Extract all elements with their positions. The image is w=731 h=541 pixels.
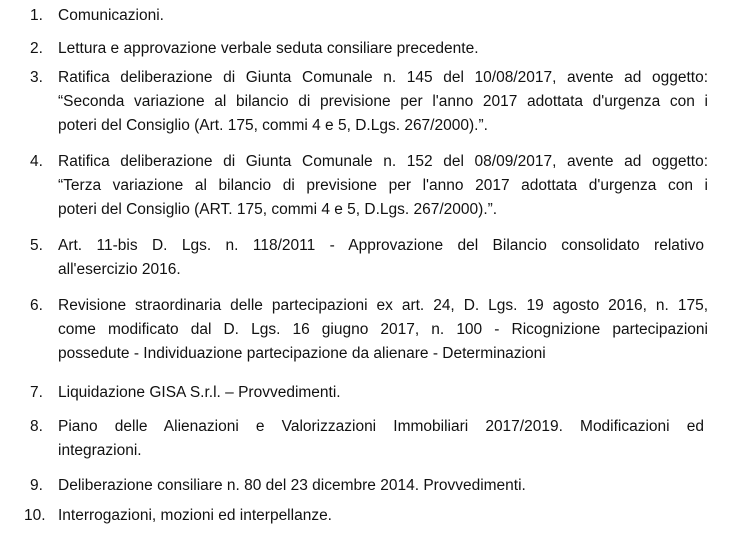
item-line: Revisione straordinaria delle partecipazioni ex art. 24, D. Lgs. 19 agosto 2016, n. 175, [58, 297, 708, 314]
item-number: 4. [30, 153, 43, 170]
item-text [58, 234, 708, 282]
item-line: “Terza variazione al bilancio di previsione per l'anno 2017 adottata d'urgenza con i [58, 177, 708, 194]
item-text [58, 474, 708, 498]
item-number: 7. [30, 384, 43, 401]
item-line: integrazioni. [58, 442, 142, 459]
item-line: Interrogazioni, mozioni ed interpellanze. [58, 507, 332, 524]
item-text [58, 66, 708, 138]
item-line: “Seconda variazione al bilancio di previsione per l'anno 2017 adottata d'urgenza con i [58, 93, 708, 110]
item-number: 6. [30, 297, 43, 314]
item-number: 9. [30, 477, 43, 494]
item-number: 1. [30, 7, 43, 24]
item-line: Art. 11-bis D. Lgs. n. 118/2011 - Approvazione del Bilancio consolidato relativo [58, 237, 704, 254]
item-number: 3. [30, 69, 43, 86]
item-line: Deliberazione consiliare n. 80 del 23 dicembre 2014. Provvedimenti. [58, 477, 526, 494]
item-line: Ratifica deliberazione di Giunta Comunale n. 145 del 10/08/2017, avente ad oggetto: [58, 69, 708, 86]
item-line: all'esercizio 2016. [58, 261, 181, 278]
item-number: 8. [30, 418, 43, 435]
item-line: poteri del Consiglio (ART. 175, commi 4 e 5, D.Lgs. 267/2000).”. [58, 201, 498, 218]
item-line: Piano delle Alienazioni e Valorizzazioni Immobiliari 2017/2019. Modificazioni ed [58, 418, 704, 435]
item-line: Lettura e approvazione verbale seduta consiliare precedente. [58, 40, 479, 57]
item-line: come modificato dal D. Lgs. 16 giugno 2017, n. 100 - Ricognizione partecipazioni [58, 321, 708, 338]
item-line: poteri del Consiglio (Art. 175, commi 4 e 5, D.Lgs. 267/2000).”. [58, 117, 488, 134]
item-text [58, 37, 708, 61]
item-text [58, 415, 708, 463]
item-text [58, 4, 708, 28]
item-text [58, 150, 708, 222]
item-line: Comunicazioni. [58, 7, 164, 24]
item-text [58, 504, 708, 528]
item-text [58, 294, 708, 366]
item-number: 10. [24, 507, 46, 524]
item-number: 5. [30, 237, 43, 254]
item-number: 2. [30, 40, 43, 57]
item-line: possedute - Individuazione partecipazione da alienare - Determinazioni [58, 345, 546, 362]
item-text [58, 381, 708, 405]
item-line: Ratifica deliberazione di Giunta Comunale n. 152 del 08/09/2017, avente ad oggetto: [58, 153, 708, 170]
item-line: Liquidazione GISA S.r.l. – Provvedimenti. [58, 384, 341, 401]
